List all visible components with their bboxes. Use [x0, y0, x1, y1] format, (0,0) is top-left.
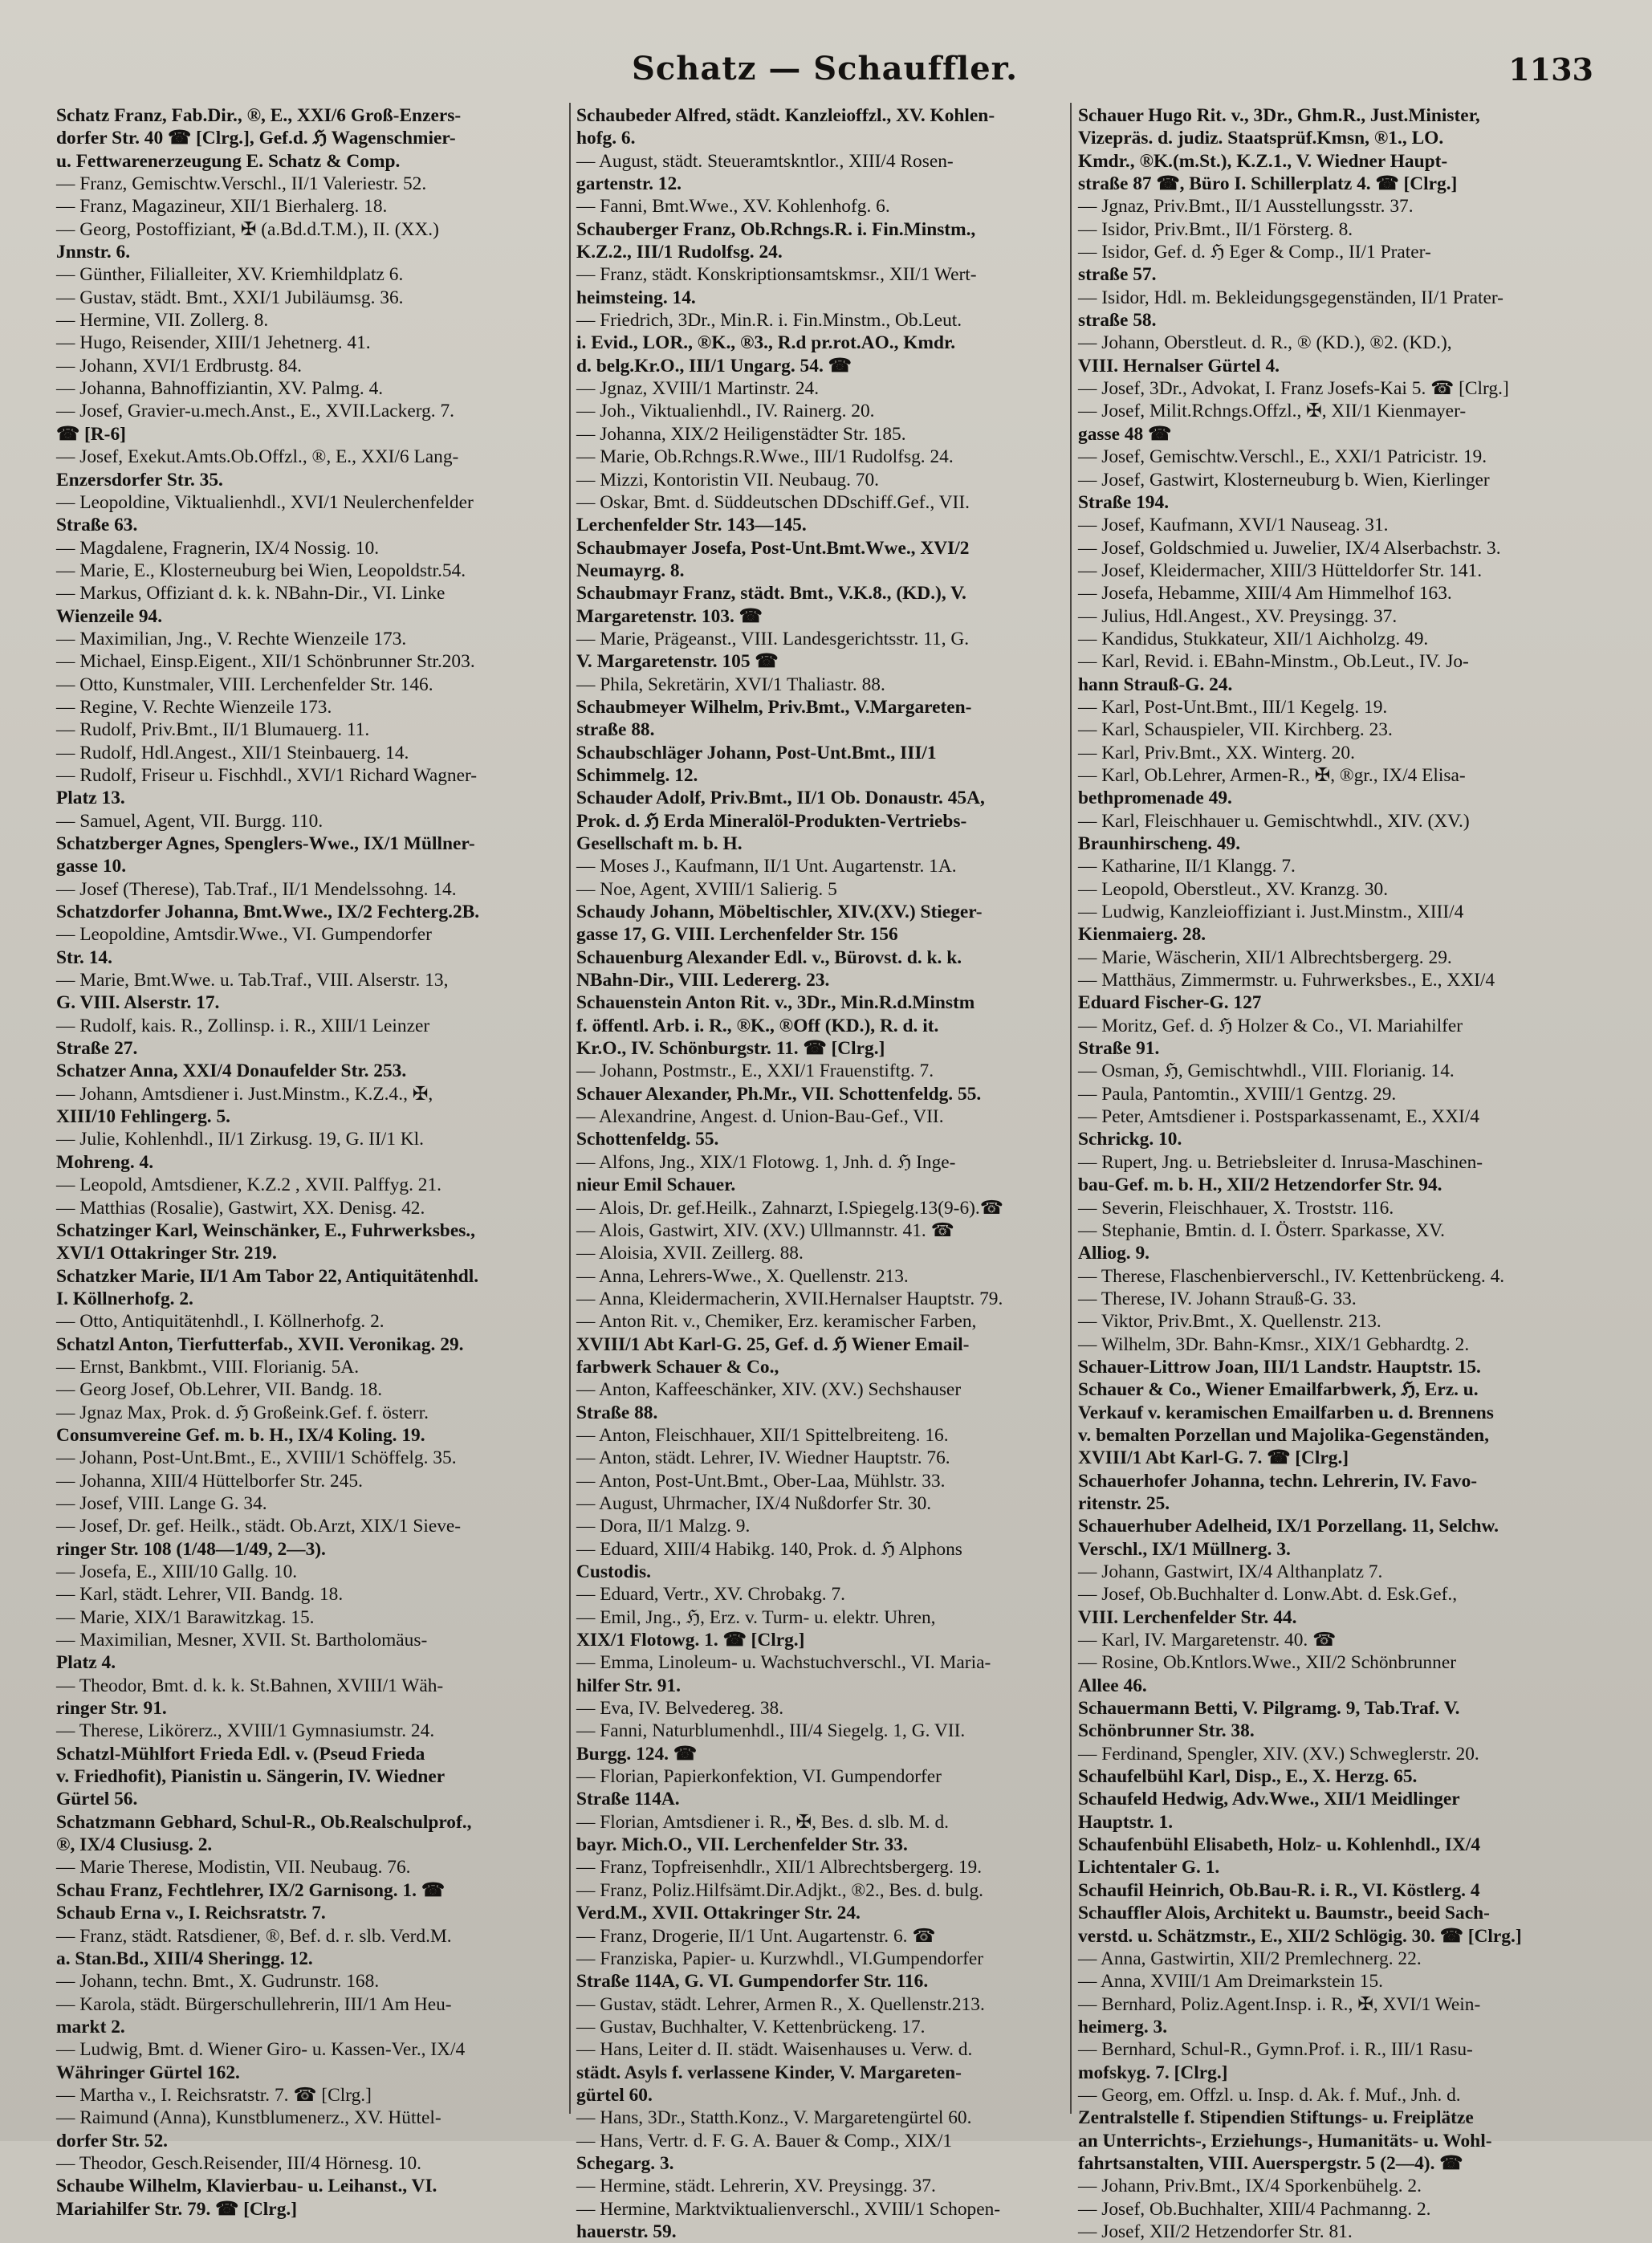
directory-column-3 — [1078, 104, 1593, 2242]
directory-entry-line: — Leopold, Oberstleut., XV. Kranzg. 30. — [1078, 878, 1389, 900]
directory-surname-line: Schaufeld Hedwig, Adv.Wwe., XII/1 Meidlinger — [1078, 1789, 1460, 1810]
directory-entry-line: — Bernhard, Schul-R., Gymn.Prof. i. R., III/1 Rasu- — [1078, 2039, 1473, 2061]
directory-surname-line: I. Köllnerhofg. 2. — [56, 1288, 193, 1309]
directory-entry-line: — Ferdinand, Spengler, XIV. (XV.) Schweglerstr. 20. — [1078, 1743, 1479, 1765]
directory-entry-line: — Josef, Milit.Rchngs.Offzl., ✠, XII/1 Kienmayer- — [1078, 401, 1467, 422]
directory-surname-line: Straße 27. — [56, 1038, 138, 1060]
directory-entry-line: — Georg, em. Offzl. u. Insp. d. Ak. f. Muf., Jnh. d. — [1078, 2084, 1461, 2106]
directory-entry-line: — Georg, Postoffiziant, ✠ (a.Bd.d.T.M.), II. (XX.) — [56, 218, 439, 240]
directory-entry-line: — Regine, V. Rechte Wienzeile 173. — [56, 696, 332, 718]
directory-surname-line: Schatzl-Mühlfort Frieda Edl. v. (Pseud Frieda — [56, 1743, 425, 1765]
directory-entry-line: — Friedrich, 3Dr., Min.R. i. Fin.Minstm., Ob.Leut. — [576, 310, 962, 332]
directory-surname-line: hofg. 6. — [576, 128, 636, 149]
directory-entry-line: — Karl, städt. Lehrer, VII. Bandg. 18. — [56, 1584, 344, 1606]
directory-entry-line: — Raimund (Anna), Kunstblumenerz., XV. Hüttel- — [56, 2107, 441, 2129]
directory-surname-line: Schauffler Alois, Architekt u. Baumstr., beeid Sach- — [1078, 1903, 1490, 1924]
directory-surname-line: gasse 17, G. VIII. Lerchenfelder Str. 156 — [576, 924, 898, 946]
directory-entry-line: — Hugo, Reisender, XIII/1 Jehetnerg. 41. — [56, 332, 371, 354]
directory-surname-line: Verschl., IX/1 Müllnerg. 3. — [1078, 1538, 1291, 1560]
directory-entry-line: — Karl, Priv.Bmt., XX. Winterg. 20. — [1078, 742, 1355, 763]
directory-surname-line: gasse 48 ☎ — [1078, 423, 1172, 445]
directory-entry-line: — Karl, IV. Margaretenstr. 40. ☎ — [1078, 1630, 1337, 1651]
directory-entry-line: — Rosine, Ob.Kntlors.Wwe., XII/2 Schönbrunner — [1078, 1652, 1456, 1674]
directory-surname-line: Eduard Fischer-G. 127 — [1078, 992, 1262, 1014]
directory-entry-line: — Karl, Fleischhauer u. Gemischtwhdl., XIV. (XV.) — [1078, 810, 1470, 832]
directory-surname-line: Schrickg. 10. — [1078, 1129, 1182, 1150]
directory-entry-line: — Johann, Gastwirt, IX/4 Althanplatz 7. — [1078, 1561, 1383, 1582]
directory-entry-line: — Maximilian, Mesner, XVII. St. Bartholomäus- — [56, 1630, 428, 1651]
directory-surname-line: Verkauf v. keramischen Emailfarben u. d. Brennens — [1078, 1402, 1494, 1423]
directory-entry-line: — Jgnaz, XVIII/1 Martinstr. 24. — [576, 378, 820, 400]
directory-entry-line: — Johann, Post-Unt.Bmt., E., XVIII/1 Schöffelg. 35. — [56, 1447, 457, 1469]
directory-surname-line: nieur Emil Schauer. — [576, 1174, 736, 1196]
directory-surname-line: XIX/1 Flotowg. 1. ☎ [Clrg.] — [576, 1630, 805, 1651]
directory-surname-line: ringer Str. 108 (1/48—1/49, 2—3). — [56, 1538, 326, 1560]
directory-entry-line: — Julie, Kohlenhdl., II/1 Zirkusg. 19, G. II/1 Kl. — [56, 1129, 425, 1150]
directory-surname-line: Schaudy Johann, Möbeltischler, XIV.(XV.) Stieger- — [576, 902, 983, 923]
directory-entry-line: — Karl, Revid. i. EBahn-Minstm., Ob.Leut., IV. Jo- — [1078, 651, 1469, 673]
directory-entry-line: — Georg Josef, Ob.Lehrer, VII. Bandg. 18. — [56, 1379, 383, 1401]
directory-entry-line: — Bernhard, Poliz.Agent.Insp. i. R., ✠, XVI/1 Wein- — [1078, 1993, 1481, 2015]
directory-surname-line: Zentralstelle f. Stipendien Stiftungs- u. Freiplätze — [1078, 2107, 1474, 2129]
directory-entry-line: — Rudolf, Priv.Bmt., II/1 Blumauerg. 11. — [56, 719, 370, 741]
column-divider — [569, 103, 571, 2114]
directory-entry-line: — Franz, Magazineur, XII/1 Bierhalerg. 18. — [56, 196, 388, 218]
directory-entry-line: — Franz, Poliz.Hilfsämt.Dir.Adjkt., ®2., Bes. d. bulg. — [576, 1879, 983, 1901]
directory-entry-line: — Maximilian, Jng., V. Rechte Wienzeile 173. — [56, 628, 407, 649]
directory-entry-line: — Ludwig, Bmt. d. Wiener Giro- u. Kassen-Ver., IX/4 — [56, 2039, 466, 2061]
directory-surname-line: Schatzker Marie, II/1 Am Tabor 22, Antiquitätenhdl. — [56, 1265, 479, 1287]
directory-entry-line: — Gustav, städt. Lehrer, Armen R., X. Quellenstr.213. — [576, 1993, 985, 2015]
directory-surname-line: XVIII/1 Abt Karl-G. 25, Gef. d. ℌ Wiener Email- — [576, 1333, 970, 1355]
directory-entry-line: — Franz, Gemischtw.Verschl., II/1 Valeriestr. 52. — [56, 173, 427, 195]
directory-entry-line: — Katharine, II/1 Klangg. 7. — [1078, 856, 1296, 877]
directory-entry-line: — Josef, Goldschmied u. Juwelier, IX/4 Alserbachstr. 3. — [1078, 537, 1501, 559]
directory-surname-line: dorfer Str. 40 ☎ [Clrg.], Gef.d. ℌ Wagenschmier- — [56, 128, 456, 149]
directory-entry-line: — Rupert, Jng. u. Betriebsleiter d. Inrusa-Maschinen- — [1078, 1151, 1483, 1173]
directory-entry-line: — Anton, Post-Unt.Bmt., Ober-Laa, Mühlstr. 33. — [576, 1470, 946, 1492]
directory-entry-line: — Leopoldine, Viktualienhdl., XVI/1 Neulerchenfelder — [56, 491, 474, 513]
directory-entry-line: — Anton, städt. Lehrer, IV. Wiedner Hauptstr. 76. — [576, 1447, 950, 1469]
directory-surname-line: Kr.O., IV. Schönburgstr. 11. ☎ [Clrg.] — [576, 1038, 885, 1060]
directory-entry-line: — Rudolf, kais. R., Zollinsp. i. R., XIII/1 Leinzer — [56, 1015, 430, 1036]
directory-entry-line: — Viktor, Priv.Bmt., X. Quellenstr. 213. — [1078, 1311, 1381, 1333]
directory-entry-line: — Florian, Amtsdiener i. R., ✠, Bes. d. slb. M. d. — [576, 1811, 950, 1833]
directory-entry-line: — Jgnaz, Priv.Bmt., II/1 Ausstellungsstr. 37. — [1078, 196, 1414, 218]
directory-surname-line: straße 57. — [1078, 264, 1157, 286]
directory-entry-line: — Hermine, städt. Lehrerin, XV. Preysingg. 37. — [576, 2176, 936, 2197]
directory-entry-line: — Hans, Leiter d. II. städt. Waisenhauses u. Verw. d. — [576, 2039, 973, 2061]
directory-entry-line: — Paula, Pantomtin., XVIII/1 Gentzg. 29. — [1078, 1083, 1397, 1105]
directory-entry-line: — Severin, Fleischhauer, X. Troststr. 116. — [1078, 1197, 1394, 1219]
directory-surname-line: straße 87 ☎, Büro I. Schillerplatz 4. ☎ [Clrg.] — [1078, 173, 1458, 195]
directory-entry-line: — Oskar, Bmt. d. Süddeutschen DDschiff.Gef., VII. — [576, 491, 970, 513]
directory-surname-line: bayr. Mich.O., VII. Lerchenfelder Str. 33. — [576, 1834, 908, 1856]
directory-entry-line: — Emil, Jng., ℌ, Erz. v. Turm- u. elektr. Uhren, — [576, 1606, 936, 1628]
directory-entry-line: — Otto, Kunstmaler, VIII. Lerchenfelder Str. 146. — [56, 674, 433, 695]
directory-entry-line: — Johann, XVI/1 Erdbrustg. 84. — [56, 355, 302, 377]
directory-surname-line: Schau Franz, Fechtlehrer, IX/2 Garnisong. 1. ☎ — [56, 1879, 445, 1901]
directory-entry-line: — Osman, ℌ, Gemischtwhdl., VIII. Florianig. 14. — [1078, 1060, 1455, 1082]
directory-entry-line: — Anton Rit. v., Chemiker, Erz. keramischer Farben, — [576, 1311, 977, 1333]
directory-surname-line: Schaubschläger Johann, Post-Unt.Bmt., III/1 — [576, 742, 937, 763]
directory-surname-line: Braunhirscheng. 49. — [1078, 833, 1241, 854]
directory-surname-line: Schauermann Betti, V. Pilgramg. 9, Tab.Traf. V. — [1078, 1698, 1460, 1720]
directory-surname-line: Straße 114A, G. VI. Gumpendorfer Str. 116. — [576, 1971, 929, 1993]
directory-entry-line: — Johann, Priv.Bmt., IX/4 Sporkenbühelg. 2. — [1078, 2176, 1422, 2197]
directory-surname-line: Schauerhofer Johanna, techn. Lehrerin, IV. Favo- — [1078, 1470, 1478, 1492]
directory-surname-line: Schatzmann Gebhard, Schul-R., Ob.Realschulprof., — [56, 1811, 472, 1833]
directory-surname-line: Prok. d. ℌ Erda Mineralöl-Produkten-Vertriebs- — [576, 810, 967, 832]
directory-surname-line: a. Stan.Bd., XIII/4 Sheringg. 12. — [56, 1948, 313, 1969]
directory-surname-line: Straße 114A. — [576, 1789, 680, 1810]
directory-entry-line: — Theodor, Gesch.Reisender, III/4 Hörnesg. 10. — [56, 2152, 421, 2174]
directory-surname-line: G. VIII. Alserstr. 17. — [56, 992, 220, 1014]
directory-entry-line: — Alexandrine, Angest. d. Union-Bau-Gef., VII. — [576, 1106, 944, 1128]
directory-entry-line: — Marie, E., Klosterneuburg bei Wien, Leopoldstr.54. — [56, 560, 466, 581]
directory-entry-line: — Isidor, Hdl. m. Bekleidungsgegenständen, II/1 Prater- — [1078, 287, 1503, 308]
page-header — [56, 50, 1593, 98]
directory-surname-line: NBahn-Dir., VIII. Ledererg. 23. — [576, 970, 830, 991]
directory-entry-line: — Johanna, XIX/2 Heiligenstädter Str. 185. — [576, 423, 906, 445]
directory-surname-line: Straße 91. — [1078, 1038, 1160, 1060]
directory-entry-line: — Martha v., I. Reichsratstr. 7. ☎ [Clrg.] — [56, 2084, 372, 2106]
directory-entry-line: — Anna, Gastwirtin, XII/2 Premlechnerg. 22. — [1078, 1948, 1422, 1969]
directory-entry-line: — Marie Therese, Modistin, VII. Neubaug. 76. — [56, 1857, 411, 1879]
directory-entry-line: — Therese, Likörerz., XVIII/1 Gymnasiumstr. 24. — [56, 1720, 435, 1742]
page-title: Schatz — Schauffler. — [632, 50, 1018, 88]
directory-surname-line: Schauer-Littrow Joan, III/1 Landstr. Hauptstr. 15. — [1078, 1356, 1481, 1378]
directory-surname-line: Schatzer Anna, XXI/4 Donaufelder Str. 253. — [56, 1060, 407, 1082]
directory-column-2 — [576, 104, 1062, 2242]
directory-entry-line: — Fanni, Bmt.Wwe., XV. Kohlenhofg. 6. — [576, 196, 890, 218]
directory-entry-line: — Gustav, Buchhalter, V. Kettenbrückeng. 17. — [576, 2016, 926, 2037]
directory-surname-line: Schönbrunner Str. 38. — [1078, 1720, 1255, 1742]
directory-entry-line: — Rudolf, Hdl.Angest., XII/1 Steinbauerg. 14. — [56, 742, 409, 763]
directory-entry-line: — Hans, Vertr. d. F. G. A. Bauer & Comp., XIX/1 — [576, 2130, 953, 2151]
directory-surname-line: Str. 14. — [56, 946, 112, 968]
directory-surname-line: Währinger Gürtel 162. — [56, 2062, 240, 2083]
directory-surname-line: Schatzberger Agnes, Spenglers-Wwe., IX/1 Müllner- — [56, 833, 475, 854]
directory-surname-line: Schegarg. 3. — [576, 2152, 674, 2174]
directory-entry-line: — Hans, 3Dr., Statth.Konz., V. Margaretengürtel 60. — [576, 2107, 972, 2129]
directory-surname-line: K.Z.2., III/1 Rudolfsg. 24. — [576, 242, 783, 263]
directory-surname-line: ringer Str. 91. — [56, 1698, 167, 1720]
directory-surname-line: v. bemalten Porzellan und Majolika-Gegenständen, — [1078, 1424, 1490, 1446]
directory-surname-line: Wienzeile 94. — [56, 605, 163, 627]
directory-entry-line: — Therese, Flaschenbierverschl., IV. Kettenbrückeng. 4. — [1078, 1265, 1505, 1287]
directory-entry-line: — Rudolf, Friseur u. Fischhdl., XVI/1 Richard Wagner- — [56, 764, 478, 786]
directory-entry-line: — Anton, Fleischhauer, XII/1 Spittelbreiteng. 16. — [576, 1424, 949, 1446]
directory-entry-line: — Florian, Papierkonfektion, VI. Gumpendorfer — [576, 1766, 942, 1788]
directory-entry-line: — Markus, Offiziant d. k. k. NBahn-Dir., VI. Linke — [56, 583, 446, 605]
directory-entry-line: — Eduard, Vertr., XV. Chrobakg. 7. — [576, 1584, 846, 1606]
directory-entry-line: — Günther, Filialleiter, XV. Kriemhildplatz 6. — [56, 264, 404, 286]
directory-entry-line: — Johann, Oberstleut. d. R., ® (KD.), ®2. (KD.), — [1078, 332, 1452, 354]
directory-entry-line: — Samuel, Agent, VII. Burgg. 110. — [56, 810, 323, 832]
page-number: 1133 — [1508, 51, 1593, 88]
directory-entry-line: — Josef, Ob.Buchhalter, XIII/4 Pachmanng. 2. — [1078, 2198, 1431, 2220]
directory-surname-line: Kienmaierg. 28. — [1078, 924, 1206, 946]
directory-entry-line: — Wilhelm, 3Dr. Bahn-Kmsr., XIX/1 Gebhardtg. 2. — [1078, 1333, 1470, 1355]
directory-entry-line: — Phila, Sekretärin, XVI/1 Thaliastr. 88. — [576, 674, 885, 695]
directory-surname-line: Schatzdorfer Johanna, Bmt.Wwe., IX/2 Fechterg.2B. — [56, 902, 480, 923]
directory-entry-line: — Josef, XII/2 Hetzendorfer Str. 81. — [1078, 2221, 1353, 2242]
directory-surname-line: markt 2. — [56, 2016, 125, 2037]
directory-entry-line: — August, städt. Steueramtskntlor., XIII/4 Rosen- — [576, 150, 954, 172]
directory-entry-line: — Dora, II/1 Malzg. 9. — [576, 1516, 751, 1537]
directory-surname-line: VIII. Hernalser Gürtel 4. — [1078, 355, 1280, 377]
directory-entry-line: — Marie, Ob.Rchngs.R.Wwe., III/1 Rudolfsg. 24. — [576, 446, 954, 468]
directory-entry-line: — Josef, Exekut.Amts.Ob.Offzl., ®, E., XXI/6 Lang- — [56, 446, 459, 468]
directory-surname-line: ☎ [R-6] — [56, 423, 126, 445]
directory-entry-line: — Josefa, Hebamme, XIII/4 Am Himmelhof 163. — [1078, 583, 1452, 605]
directory-entry-line: — Josef, Ob.Buchhalter d. Lonw.Abt. d. Esk.Gef., — [1078, 1584, 1458, 1606]
directory-entry-line: — Johann, techn. Bmt., X. Gudrunstr. 168. — [56, 1971, 380, 1993]
directory-entry-line: — Anna, Kleidermacherin, XVII.Hernalser Hauptstr. 79. — [576, 1288, 1003, 1309]
directory-entry-line: — Leopold, Amtsdiener, K.Z.2 , XVII. Palffyg. 21. — [56, 1174, 442, 1196]
directory-surname-line: Platz 4. — [56, 1652, 116, 1674]
directory-entry-line: — Hermine, Marktviktualienverschl., XVIII/1 Schopen- — [576, 2198, 1001, 2220]
directory-entry-line: — Michael, Einsp.Eigent., XII/1 Schönbrunner Str.203. — [56, 651, 475, 673]
directory-surname-line: Straße 88. — [576, 1402, 658, 1423]
directory-surname-line: u. Fettwarenerzeugung E. Schatz & Comp. — [56, 150, 401, 172]
directory-surname-line: gürtel 60. — [576, 2084, 653, 2106]
directory-entry-line: — Theodor, Bmt. d. k. k. St.Bahnen, XVIII/1 Wäh- — [56, 1675, 444, 1696]
directory-surname-line: i. Evid., LOR., ®K., ®3., R.d pr.rot.AO., Kmdr. — [576, 332, 956, 354]
directory-entry-line: — Karl, Post-Unt.Bmt., III/1 Kegelg. 19. — [1078, 696, 1388, 718]
directory-surname-line: hann Strauß-G. 24. — [1078, 674, 1233, 695]
directory-surname-line: Schaubmayer Josefa, Post-Unt.Bmt.Wwe., XVI/2 — [576, 537, 970, 559]
directory-entry-line: — Josef (Therese), Tab.Traf., II/1 Mendelssohng. 14. — [56, 878, 457, 900]
directory-entry-line: — Josef, Kleidermacher, XIII/3 Hütteldorfer Str. 141. — [1078, 560, 1483, 581]
directory-surname-line: heimerg. 3. — [1078, 2016, 1168, 2037]
directory-surname-line: Margaretenstr. 103. ☎ — [576, 605, 763, 627]
directory-entry-line: — Julius, Hdl.Angest., XV. Preysingg. 37. — [1078, 605, 1398, 627]
directory-entry-line: — Josefa, E., XIII/10 Gallg. 10. — [56, 1561, 298, 1582]
directory-entry-line: — Matthias (Rosalie), Gastwirt, XX. Denisg. 42. — [56, 1197, 425, 1219]
directory-surname-line: Schaufil Heinrich, Ob.Bau-R. i. R., VI. Köstlerg. 4 — [1078, 1879, 1480, 1901]
directory-entry-line: — Moses J., Kaufmann, II/1 Unt. Augartenstr. 1A. — [576, 856, 957, 877]
directory-surname-line: Schimmelg. 12. — [576, 764, 698, 786]
directory-entry-line: — Josef, 3Dr., Advokat, I. Franz Josefs-Kai 5. ☎ [Clrg.] — [1078, 378, 1509, 400]
directory-entry-line: — Marie, XIX/1 Barawitzkag. 15. — [56, 1606, 315, 1628]
directory-surname-line: Straße 194. — [1078, 491, 1170, 513]
directory-entry-line: — Aloisia, XVII. Zeillerg. 88. — [576, 1243, 804, 1264]
directory-entry-line: — Josef, Gravier-u.mech.Anst., E., XVII.Lackerg. 7. — [56, 401, 454, 422]
directory-surname-line: Schottenfeldg. 55. — [576, 1129, 719, 1150]
directory-entry-line: — Josef, Gemischtw.Verschl., E., XXI/1 Patricistr. 19. — [1078, 446, 1487, 468]
directory-surname-line: bethpromenade 49. — [1078, 788, 1232, 809]
directory-surname-line: gasse 10. — [56, 856, 127, 877]
directory-surname-line: Custodis. — [576, 1561, 651, 1582]
directory-entry-line: — Marie, Wäscherin, XII/1 Albrechtsbergerg. 29. — [1078, 946, 1452, 968]
directory-entry-line: — Alois, Gastwirt, XIV. (XV.) Ullmannstr. 41. ☎ — [576, 1219, 954, 1241]
directory-surname-line: Gesellschaft m. b. H. — [576, 833, 743, 854]
directory-entry-line: — Alfons, Jng., XIX/1 Flotowg. 1, Jnh. d. ℌ Inge- — [576, 1151, 956, 1173]
directory-entry-line: — Franz, Topfreisenhdlr., XII/1 Albrechtsbergerg. 19. — [576, 1857, 983, 1879]
directory-surname-line: Schauder Adolf, Priv.Bmt., II/1 Ob. Donaustr. 45A, — [576, 788, 985, 809]
directory-surname-line: Schaub Erna v., I. Reichsratstr. 7. — [56, 1903, 326, 1924]
directory-entry-line: — Hermine, VII. Zollerg. 8. — [56, 310, 269, 332]
directory-surname-line: Straße 63. — [56, 515, 138, 536]
directory-surname-line: Vizepräs. d. judiz. Staatsprüf.Kmsn, ®1., LO. — [1078, 128, 1444, 149]
directory-surname-line: d. belg.Kr.O., III/1 Ungarg. 54. ☎ — [576, 355, 852, 377]
directory-entry-line: — Josef, Kaufmann, XVI/1 Nauseag. 31. — [1078, 515, 1389, 536]
directory-surname-line: Schauberger Franz, Ob.Rchngs.R. i. Fin.Minstm., — [576, 218, 976, 240]
directory-surname-line: XVI/1 Ottakringer Str. 219. — [56, 1243, 277, 1264]
directory-entry-line: — Joh., Viktualienhdl., IV. Rainerg. 20. — [576, 401, 875, 422]
directory-surname-line: fahrtsanstalten, VIII. Auerspergstr. 5 (2—4). ☎ — [1078, 2152, 1463, 2174]
directory-entry-line: — Franziska, Papier- u. Kurzwhdl., VI.Gumpendorfer — [576, 1948, 984, 1969]
directory-surname-line: Lerchenfelder Str. 143—145. — [576, 515, 807, 536]
directory-surname-line: Kmdr., ®K.(m.St.), K.Z.1., V. Wiedner Haupt- — [1078, 150, 1448, 172]
directory-surname-line: XIII/10 Fehlingerg. 5. — [56, 1106, 231, 1128]
directory-surname-line: Schatzinger Karl, Weinschänker, E., Fuhrwerksbes., — [56, 1219, 475, 1241]
directory-surname-line: Schaubmeyer Wilhelm, Priv.Bmt., V.Margareten- — [576, 696, 972, 718]
directory-entry-line: — Gustav, städt. Bmt., XXI/1 Jubiläumsg. 36. — [56, 287, 404, 308]
directory-surname-line: f. öffentl. Arb. i. R., ®K., ®Off (KD.), R. d. it. — [576, 1015, 939, 1036]
directory-entry-line: — Johann, Amtsdiener i. Just.Minstm., K.Z.4., ✠, — [56, 1083, 433, 1105]
directory-entry-line: — Karl, Schauspieler, VII. Kirchberg. 23. — [1078, 719, 1393, 741]
directory-entry-line: — Johann, Postmstr., E., XXI/1 Frauenstiftg. 7. — [576, 1060, 934, 1082]
directory-surname-line: Schatz Franz, Fab.Dir., ®, E., XXI/6 Groß-Enzers- — [56, 105, 462, 126]
directory-entry-line: — Eduard, XIII/4 Habikg. 140, Prok. d. ℌ Alphons — [576, 1538, 962, 1560]
directory-entry-line: — Franz, städt. Ratsdiener, ®, Bef. d. r. slb. Verd.M. — [56, 1925, 452, 1947]
column-divider — [1070, 103, 1072, 2114]
directory-entry-line: — Peter, Amtsdiener i. Postsparkassenamt, E., XXI/4 — [1078, 1106, 1479, 1128]
directory-surname-line: Schaubmayr Franz, städt. Bmt., V.K.8., (KD.), V. — [576, 583, 966, 605]
directory-entry-line: — Otto, Antiquitätenhdl., I. Köllnerhofg. 2. — [56, 1311, 385, 1333]
directory-entry-line: — Ernst, Bankbmt., VIII. Florianig. 5A. — [56, 1356, 360, 1378]
directory-entry-line: — Franz, Drogerie, II/1 Unt. Augartenstr. 6. ☎ — [576, 1925, 936, 1947]
directory-surname-line: städt. Asyls f. verlassene Kinder, V. Margareten- — [576, 2062, 962, 2083]
directory-surname-line: straße 58. — [1078, 310, 1157, 332]
directory-entry-line: — Josef, Gastwirt, Klosterneuburg b. Wien, Kierlinger — [1078, 469, 1490, 491]
directory-surname-line: Mariahilfer Str. 79. ☎ [Clrg.] — [56, 2198, 298, 2220]
directory-entry-line: — Johanna, Bahnoffiziantin, XV. Palmg. 4. — [56, 378, 384, 400]
directory-surname-line: Burgg. 124. ☎ — [576, 1743, 697, 1765]
directory-surname-line: hauerstr. 59. — [576, 2221, 677, 2242]
directory-surname-line: dorfer Str. 52. — [56, 2130, 169, 2151]
directory-surname-line: Hauptstr. 1. — [1078, 1811, 1174, 1833]
directory-entry-line: — Leopoldine, Amtsdir.Wwe., VI. Gumpendorfer — [56, 924, 432, 946]
directory-surname-line: Schauenburg Alexander Edl. v., Bürovst. d. k. k. — [576, 946, 962, 968]
directory-entry-line: — Marie, Prägeanst., VIII. Landesgerichtsstr. 11, G. — [576, 628, 970, 649]
directory-entry-line: — Ludwig, Kanzleioffiziant i. Just.Minstm., XIII/4 — [1078, 902, 1464, 923]
directory-surname-line: farbwerk Schauer & Co., — [576, 1356, 779, 1378]
directory-surname-line: verstd. u. Schätzmstr., E., XII/2 Schlögig. 30. ☎ [Clrg.] — [1078, 1925, 1522, 1947]
directory-surname-line: gartenstr. 12. — [576, 173, 682, 195]
directory-entry-line: — Emma, Linoleum- u. Wachstuchverschl., VI. Maria- — [576, 1652, 991, 1674]
directory-surname-line: Schauer Alexander, Ph.Mr., VII. Schottenfeldg. 55. — [576, 1083, 982, 1105]
directory-surname-line: mofskyg. 7. [Clrg.] — [1078, 2062, 1228, 2083]
directory-entry-line: — Therese, IV. Johann Strauß-G. 33. — [1078, 1288, 1357, 1309]
directory-surname-line: Allee 46. — [1078, 1675, 1147, 1696]
directory-entry-line: — Alois, Dr. gef.Heilk., Zahnarzt, I.Spiegelg.13(9-6).☎ — [576, 1197, 1003, 1219]
directory-column-1 — [56, 104, 562, 2220]
directory-surname-line: Schaufelbühl Karl, Disp., E., X. Herzg. 65. — [1078, 1766, 1418, 1788]
directory-surname-line: Schaubeder Alfred, städt. Kanzleioffzl., XV. Kohlen- — [576, 105, 995, 126]
directory-entry-line: — Moritz, Gef. d. ℌ Holzer & Co., VI. Mariahilfer — [1078, 1015, 1463, 1036]
directory-entry-line: — August, Uhrmacher, IX/4 Nußdorfer Str. 30. — [576, 1492, 932, 1514]
directory-surname-line: Schauerhuber Adelheid, IX/1 Porzellang. 11, Selchw. — [1078, 1516, 1499, 1537]
directory-entry-line: — Franz, städt. Konskriptionsamtskmsr., XII/1 Wert- — [576, 264, 977, 286]
directory-surname-line: Schatzl Anton, Tierfutterfab., XVII. Veronikag. 29. — [56, 1333, 464, 1355]
directory-surname-line: Platz 13. — [56, 788, 125, 809]
directory-surname-line: ritenstr. 25. — [1078, 1492, 1170, 1514]
directory-surname-line: Enzersdorfer Str. 35. — [56, 469, 223, 491]
directory-entry-line: — Matthäus, Zimmermstr. u. Fuhrwerksbes., E., XXI/4 — [1078, 970, 1495, 991]
directory-surname-line: Schaufenbühl Elisabeth, Holz- u. Kohlenhdl., IX/4 — [1078, 1834, 1481, 1856]
directory-surname-line: heimsteing. 14. — [576, 287, 696, 308]
directory-surname-line: Schauenstein Anton Rit. v., 3Dr., Min.R.d.Minstm — [576, 992, 975, 1014]
directory-surname-line: Neumayrg. 8. — [576, 560, 685, 581]
directory-entry-line: — Karola, städt. Bürgerschullehrerin, III/1 Am Heu- — [56, 1993, 452, 2015]
directory-entry-line: — Karl, Ob.Lehrer, Armen-R., ✠, ®gr., IX/4 Elisa- — [1078, 764, 1466, 786]
directory-entry-line: — Josef, VIII. Lange G. 34. — [56, 1492, 267, 1514]
directory-entry-line: — Isidor, Gef. d. ℌ Eger & Comp., II/1 Prater- — [1078, 242, 1431, 263]
directory-entry-line: — Kandidus, Stukkateur, XII/1 Aichholzg. 49. — [1078, 628, 1429, 649]
directory-surname-line: bau-Gef. m. b. H., XII/2 Hetzendorfer Str. 94. — [1078, 1174, 1442, 1196]
directory-entry-line: — Mizzi, Kontoristin VII. Neubaug. 70. — [576, 469, 880, 491]
directory-entry-line: — Johanna, XIII/4 Hüttelborfer Str. 245. — [56, 1470, 363, 1492]
directory-surname-line: Schaube Wilhelm, Klavierbau- u. Leihanst., VI. — [56, 2176, 437, 2197]
directory-entry-line: — Anna, Lehrers-Wwe., X. Quellenstr. 213. — [576, 1265, 909, 1287]
directory-surname-line: Jnnstr. 6. — [56, 242, 131, 263]
directory-surname-line: V. Margaretenstr. 105 ☎ — [576, 651, 779, 673]
directory-surname-line: Mohreng. 4. — [56, 1151, 154, 1173]
directory-entry-line: — Fanni, Naturblumenhdl., III/4 Siegelg. 1, G. VII. — [576, 1720, 966, 1742]
directory-entry-line: — Noe, Agent, XVIII/1 Salierig. 5 — [576, 878, 837, 900]
directory-surname-line: Gürtel 56. — [56, 1789, 138, 1810]
directory-entry-line: — Stephanie, Bmtin. d. I. Österr. Sparkasse, XV. — [1078, 1219, 1445, 1241]
directory-entry-line: — Josef, Dr. gef. Heilk., städt. Ob.Arzt, XIX/1 Sieve- — [56, 1516, 462, 1537]
directory-surname-line: v. Friedhofit), Pianistin u. Sängerin, IV. Wiedner — [56, 1766, 446, 1788]
directory-entry-line: — Isidor, Priv.Bmt., II/1 Försterg. 8. — [1078, 218, 1353, 240]
directory-entry-line: — Marie, Bmt.Wwe. u. Tab.Traf., VIII. Alserstr. 13, — [56, 970, 449, 991]
directory-surname-line: Schauer Hugo Rit. v., 3Dr., Ghm.R., Just.Minister, — [1078, 105, 1480, 126]
directory-surname-line: Verd.M., XVII. Ottakringer Str. 24. — [576, 1903, 861, 1924]
directory-surname-line: ®, IX/4 Clusiusg. 2. — [56, 1834, 213, 1856]
directory-entry-line: — Magdalene, Fragnerin, IX/4 Nossig. 10. — [56, 537, 380, 559]
directory-surname-line: VIII. Lerchenfelder Str. 44. — [1078, 1606, 1297, 1628]
directory-surname-line: Consumvereine Gef. m. b. H., IX/4 Koling. 19. — [56, 1424, 425, 1446]
directory-surname-line: XVIII/1 Abt Karl-G. 7. ☎ [Clrg.] — [1078, 1447, 1349, 1469]
directory-surname-line: straße 88. — [576, 719, 655, 741]
directory-surname-line: Alliog. 9. — [1078, 1243, 1150, 1264]
directory-entry-line: — Anna, XVIII/1 Am Dreimarkstein 15. — [1078, 1971, 1384, 1993]
directory-entry-line: — Anton, Kaffeeschänker, XIV. (XV.) Sechshauser — [576, 1379, 962, 1401]
directory-surname-line: hilfer Str. 91. — [576, 1675, 681, 1696]
directory-surname-line: Schauer & Co., Wiener Emailfarbwerk, ℌ, Erz. u. — [1078, 1379, 1479, 1401]
directory-entry-line: — Eva, IV. Belvedereg. 38. — [576, 1698, 784, 1720]
directory-entry-line: — Jgnaz Max, Prok. d. ℌ Großeink.Gef. f. österr. — [56, 1402, 429, 1423]
directory-surname-line: Lichtentaler G. 1. — [1078, 1857, 1220, 1879]
directory-surname-line: an Unterrichts-, Erziehungs-, Humanitäts- u. Wohl- — [1078, 2130, 1492, 2151]
